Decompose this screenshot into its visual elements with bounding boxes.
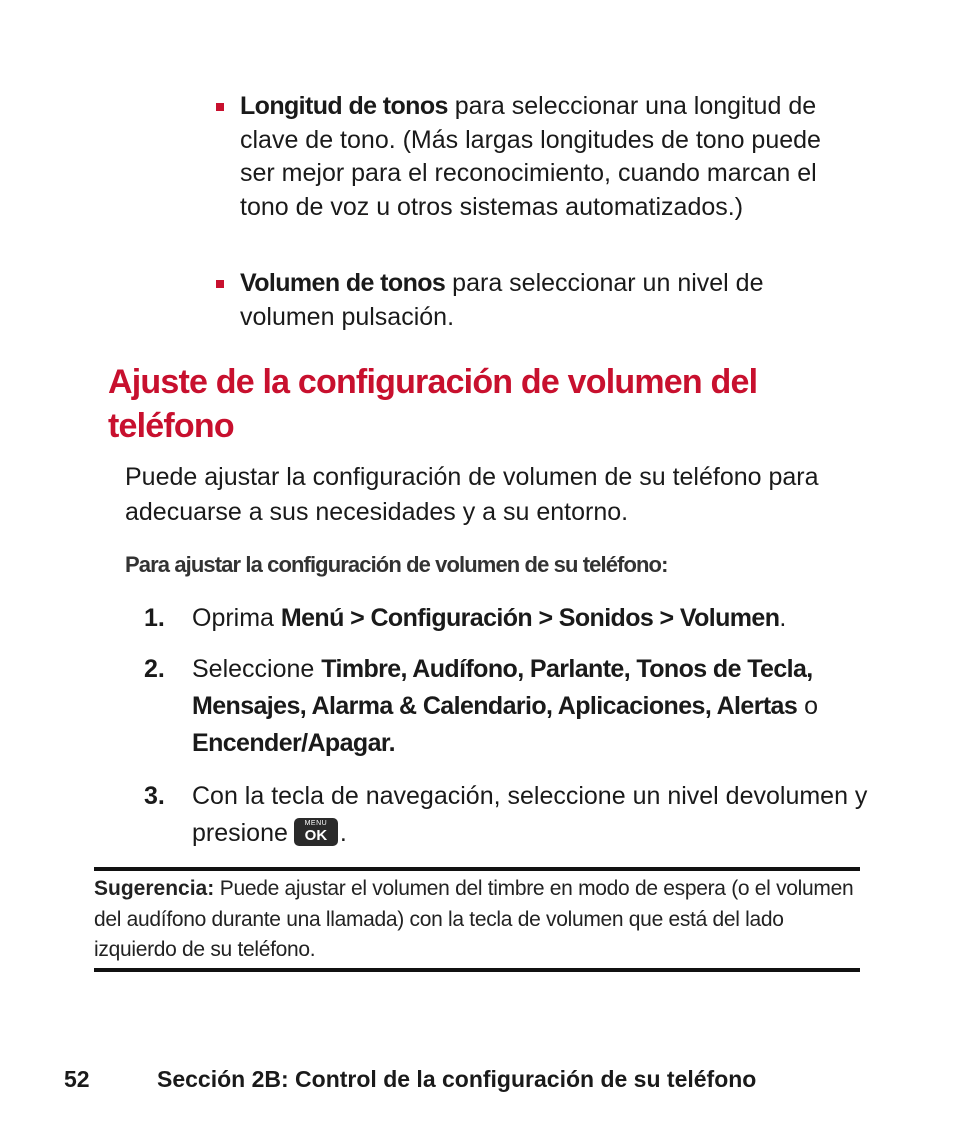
page-number: 52 [64,1066,90,1092]
step-number: 3. [144,782,165,810]
step-text-end: . [779,604,787,632]
tip-box [94,874,860,966]
step-text: Seleccione [192,655,322,683]
footer-section-title: Sección 2B: Control de la configuración de su teléfono [157,1066,757,1092]
tip-label: Sugerencia: [94,877,215,900]
bullet-square-icon [216,103,224,111]
step-number: 2. [144,655,165,683]
step-text-end: . [339,819,347,847]
tip-text: Puede ajustar el volumen del timbre en modo de espera (o el volumen del audífono durante una llamada) con la tecla de volumen que está del lado izquierdo de su teléfono. [94,877,854,961]
bullet-text: para seleccionar un nivel de volumen pulsación. [240,269,764,331]
step-text: Oprima [192,604,281,632]
bullet-text: para seleccionar una longitud de clave de tono. (Más largas longitudes de tono puede ser mejor para el reconocimiento, cuando marcan el tono de voz u otros sistemas automatizados.) [240,92,821,221]
tip-top-rule [94,867,860,871]
step-3 [144,778,872,852]
menu-ok-key-icon [294,818,338,846]
bullet-item-tone-volume [240,267,860,334]
section-heading: Ajuste de la configuración de volumen del teléfono [108,363,758,445]
bullet-square-icon [216,280,224,288]
intro-paragraph: Puede ajustar la configuración de volumen de su teléfono para adecuarse a sus necesidades y a su entorno. [125,463,819,526]
step-2 [144,651,872,762]
step-number: 1. [144,604,165,632]
bullet-item-tone-length [240,90,860,224]
step-menu-path: Menú > Configuración > Sonidos > Volumen [280,604,780,632]
procedure-title: Para ajustar la configuración de volumen de su teléfono: [125,552,668,577]
step-option-power: Encender/Apagar. [192,729,395,757]
step-text-mid: o [797,692,819,720]
bullet-term: Longitud de tonos [240,92,448,120]
bullet-term: Volumen de tonos [240,269,446,297]
tip-bottom-rule [94,968,860,972]
key-main-label: OK [304,827,328,844]
key-top-label: MENU [304,820,328,827]
step-text: Con la tecla de navegación, seleccione un nivel devolumen y presione [192,782,868,847]
step-1 [144,600,872,637]
step-options: Timbre, Audífono, Parlante, Tonos de Tecla, Mensajes, Alarma & Calendario, Aplicaciones, Alertas [192,655,813,720]
